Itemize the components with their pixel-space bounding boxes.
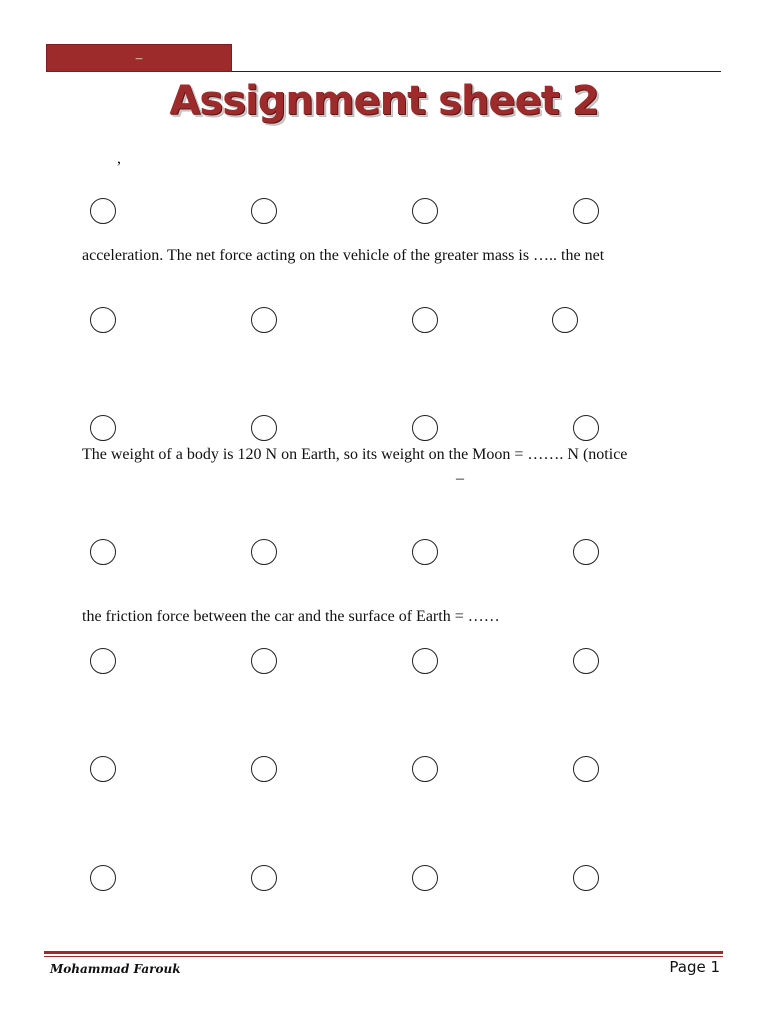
option-bubble[interactable] <box>251 415 277 441</box>
stray-comma: , <box>117 150 121 167</box>
option-bubble[interactable] <box>412 756 438 782</box>
option-bubble[interactable] <box>90 648 116 674</box>
option-bubble[interactable] <box>90 415 116 441</box>
option-bubble[interactable] <box>573 539 599 565</box>
question-text: the friction force between the car and the surface of Earth = …… <box>82 608 500 625</box>
question-text: The weight of a body is 120 N on Earth, so its weight on the Moon = ……. N (notice <box>82 446 628 463</box>
option-bubble[interactable] <box>412 307 438 333</box>
option-bubble[interactable] <box>412 539 438 565</box>
option-bubble[interactable] <box>90 865 116 891</box>
option-bubble[interactable] <box>251 198 277 224</box>
option-bubble[interactable] <box>251 648 277 674</box>
page-number: Page 1 <box>669 958 720 976</box>
option-bubble[interactable] <box>573 865 599 891</box>
option-bubble[interactable] <box>573 648 599 674</box>
option-bubble[interactable] <box>90 307 116 333</box>
option-bubble[interactable] <box>90 539 116 565</box>
footer-rule-thick <box>44 951 723 954</box>
footer-rule-thin <box>44 956 723 957</box>
option-bubble[interactable] <box>251 865 277 891</box>
question-text: acceleration. The net force acting on the vehicle of the greater mass is ….. the net <box>82 247 605 264</box>
option-bubble[interactable] <box>412 865 438 891</box>
option-bubble[interactable] <box>412 415 438 441</box>
option-bubble[interactable] <box>573 415 599 441</box>
footer-author: Mohammad Farouk <box>50 962 181 976</box>
header-line <box>232 71 721 72</box>
page-title: Assignment sheet 2 <box>169 78 599 124</box>
stray-dash: – <box>456 470 464 487</box>
header-box: – <box>46 44 232 72</box>
option-bubble[interactable] <box>90 198 116 224</box>
option-bubble[interactable] <box>573 198 599 224</box>
option-bubble[interactable] <box>552 307 578 333</box>
option-bubble[interactable] <box>251 539 277 565</box>
option-bubble[interactable] <box>90 756 116 782</box>
option-bubble[interactable] <box>573 756 599 782</box>
option-bubble[interactable] <box>251 756 277 782</box>
option-bubble[interactable] <box>251 307 277 333</box>
option-bubble[interactable] <box>412 648 438 674</box>
option-bubble[interactable] <box>412 198 438 224</box>
